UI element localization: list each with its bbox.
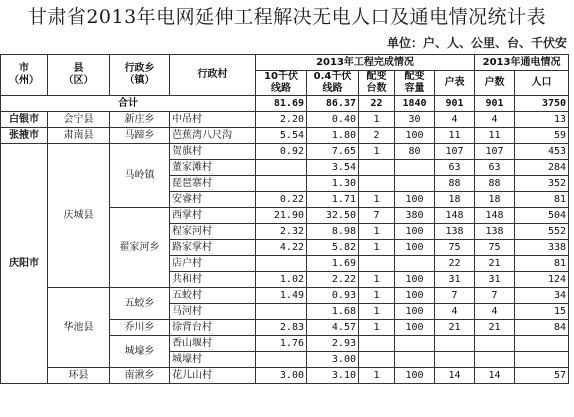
header-population: 人口 (515, 71, 569, 96)
households-cell: 63 (475, 160, 515, 176)
households-cell: 4 (475, 304, 515, 320)
line10-cell: 2.20 (256, 112, 307, 128)
population-cell (515, 352, 569, 368)
households-table-cell: 14 (435, 368, 475, 384)
village-cell: 西掌村 (170, 208, 256, 224)
line04-cell: 4.57 (307, 320, 359, 336)
line10-cell: 21.90 (256, 208, 307, 224)
line10-cell: 0.92 (256, 144, 307, 160)
county-cell: 肃南县 (48, 128, 110, 144)
households-table-cell: 22 (435, 256, 475, 272)
header-township: 行政乡 （镇） (110, 55, 170, 96)
households-cell: 14 (475, 368, 515, 384)
households-cell: 31 (475, 272, 515, 288)
population-cell: 81 (515, 192, 569, 208)
transformer-capacity-cell: 80 (395, 144, 435, 160)
header-line04: 0.4千伏 线路 (307, 71, 359, 96)
transformer-count-cell: 1 (359, 224, 395, 240)
households-table-cell: 18 (435, 192, 475, 208)
village-cell: 中吊村 (170, 112, 256, 128)
transformer-capacity-cell: 100 (395, 224, 435, 240)
transformer-count-cell: 1 (359, 304, 395, 320)
total-label: 合计 (1, 96, 256, 112)
line10-cell: 1.02 (256, 272, 307, 288)
transformer-capacity-cell: 100 (395, 192, 435, 208)
village-cell: 五蛟村 (170, 288, 256, 304)
table-row (1, 112, 569, 128)
households-cell: 148 (475, 208, 515, 224)
table-row (1, 288, 569, 304)
line04-cell: 1.71 (307, 192, 359, 208)
transformer-count-cell (359, 336, 395, 352)
header-city: 市 （州） (1, 55, 48, 96)
village-cell: 琵琶寨村 (170, 176, 256, 192)
population-cell: 13 (515, 112, 569, 128)
header-households-table: 户表 (435, 71, 475, 96)
line04-cell: 5.82 (307, 240, 359, 256)
households-cell: 4 (475, 112, 515, 128)
total-population: 3750 (515, 96, 569, 112)
township-cell: 乔川乡 (110, 320, 170, 336)
city-cell: 庆阳市 (1, 144, 48, 384)
line04-cell: 3.00 (307, 352, 359, 368)
population-cell: 352 (515, 176, 569, 192)
county-cell: 环县 (48, 368, 110, 384)
line10-cell: 0.22 (256, 192, 307, 208)
statistics-table (0, 54, 569, 384)
header-row-1 (1, 55, 569, 71)
households-table-cell: 4 (435, 112, 475, 128)
households-cell: 21 (475, 256, 515, 272)
village-cell: 徐背台村 (170, 320, 256, 336)
line10-cell: 1.76 (256, 336, 307, 352)
township-cell: 马蹄乡 (110, 128, 170, 144)
transformer-count-cell (359, 256, 395, 272)
line04-cell: 8.98 (307, 224, 359, 240)
header-households: 户数 (475, 71, 515, 96)
households-cell: 88 (475, 176, 515, 192)
village-cell: 董家滩村 (170, 160, 256, 176)
households-cell: 11 (475, 128, 515, 144)
transformer-count-cell (359, 352, 395, 368)
township-cell: 五蛟乡 (110, 288, 170, 320)
transformer-count-cell: 1 (359, 144, 395, 160)
transformer-capacity-cell: 380 (395, 208, 435, 224)
line10-cell (256, 304, 307, 320)
transformer-capacity-cell (395, 160, 435, 176)
transformer-capacity-cell (395, 352, 435, 368)
township-cell: 南湫乡 (110, 368, 170, 384)
transformer-count-cell: 1 (359, 368, 395, 384)
header-transformer-capacity: 配变 容量 (395, 71, 435, 96)
transformer-capacity-cell: 100 (395, 304, 435, 320)
header-county: 县 （区） (48, 55, 110, 96)
population-cell: 453 (515, 144, 569, 160)
population-cell: 57 (515, 368, 569, 384)
households-cell: 21 (475, 320, 515, 336)
population-cell: 34 (515, 288, 569, 304)
village-cell: 芭蕉湾八尺沟 (170, 128, 256, 144)
village-cell: 安睿村 (170, 192, 256, 208)
households-table-cell: 75 (435, 240, 475, 256)
transformer-count-cell (359, 176, 395, 192)
total-households-table: 901 (435, 96, 475, 112)
village-cell: 香山堰村 (170, 336, 256, 352)
line10-cell: 3.00 (256, 368, 307, 384)
transformer-capacity-cell (395, 176, 435, 192)
population-cell: 81 (515, 256, 569, 272)
header-line10: 10千伏 线路 (256, 71, 307, 96)
transformer-capacity-cell (395, 336, 435, 352)
transformer-count-cell: 1 (359, 192, 395, 208)
households-table-cell: 31 (435, 272, 475, 288)
transformer-capacity-cell: 100 (395, 288, 435, 304)
village-cell: 程家河村 (170, 224, 256, 240)
households-table-cell: 11 (435, 128, 475, 144)
total-transformer-count: 22 (359, 96, 395, 112)
line10-cell (256, 256, 307, 272)
total-line10: 81.69 (256, 96, 307, 112)
line10-cell: 5.54 (256, 128, 307, 144)
line04-cell: 1.80 (307, 128, 359, 144)
line04-cell: 0.40 (307, 112, 359, 128)
city-cell: 白银市 (1, 112, 48, 128)
households-cell: 138 (475, 224, 515, 240)
county-cell: 会宁县 (48, 112, 110, 128)
village-cell: 马河村 (170, 304, 256, 320)
population-cell: 84 (515, 320, 569, 336)
households-table-cell (435, 352, 475, 368)
transformer-capacity-cell: 30 (395, 112, 435, 128)
transformer-capacity-cell: 100 (395, 320, 435, 336)
line10-cell (256, 352, 307, 368)
total-households: 901 (475, 96, 515, 112)
village-cell: 城壕村 (170, 352, 256, 368)
line04-cell: 1.30 (307, 176, 359, 192)
header-village: 行政村 (170, 55, 256, 96)
header-completion-group: 2013年工程完成情况 (256, 55, 475, 71)
population-cell: 284 (515, 160, 569, 176)
township-cell: 翟家河乡 (110, 208, 170, 288)
total-transformer-capacity: 1840 (395, 96, 435, 112)
village-cell: 贺旗村 (170, 144, 256, 160)
transformer-capacity-cell: 100 (395, 272, 435, 288)
population-cell: 124 (515, 272, 569, 288)
county-cell: 华池县 (48, 288, 110, 368)
transformer-count-cell: 2 (359, 128, 395, 144)
line10-cell (256, 176, 307, 192)
households-table-cell: 138 (435, 224, 475, 240)
county-cell: 庆城县 (48, 144, 110, 288)
households-cell (475, 336, 515, 352)
line04-cell: 1.69 (307, 256, 359, 272)
city-cell: 张掖市 (1, 128, 48, 144)
transformer-count-cell: 1 (359, 272, 395, 288)
township-cell: 马岭镇 (110, 144, 170, 208)
households-table-cell: 7 (435, 288, 475, 304)
village-cell: 共和村 (170, 272, 256, 288)
population-cell (515, 336, 569, 352)
units-note: 单位：户、人、公里、台、千伏安 (386, 36, 567, 50)
households-cell: 75 (475, 240, 515, 256)
total-row (1, 96, 569, 112)
transformer-count-cell: 1 (359, 240, 395, 256)
households-cell: 18 (475, 192, 515, 208)
population-cell: 552 (515, 224, 569, 240)
line04-cell: 2.22 (307, 272, 359, 288)
table-row (1, 144, 569, 160)
line10-cell: 4.22 (256, 240, 307, 256)
line04-cell: 3.10 (307, 368, 359, 384)
line04-cell: 3.54 (307, 160, 359, 176)
village-cell: 店户村 (170, 256, 256, 272)
population-cell: 504 (515, 208, 569, 224)
transformer-count-cell: 1 (359, 320, 395, 336)
table-row (1, 368, 569, 384)
transformer-capacity-cell: 100 (395, 128, 435, 144)
households-cell: 7 (475, 288, 515, 304)
village-cell: 花儿山村 (170, 368, 256, 384)
line10-cell: 2.83 (256, 320, 307, 336)
population-cell: 15 (515, 304, 569, 320)
households-table-cell (435, 336, 475, 352)
households-cell: 107 (475, 144, 515, 160)
transformer-count-cell: 1 (359, 112, 395, 128)
township-cell: 城壕乡 (110, 336, 170, 368)
population-cell: 59 (515, 128, 569, 144)
header-transformer-count: 配变 台数 (359, 71, 395, 96)
line10-cell (256, 160, 307, 176)
document-title: 甘肃省2013年电网延伸工程解决无电人口及通电情况统计表 (27, 6, 547, 28)
households-table-cell: 107 (435, 144, 475, 160)
transformer-capacity-cell (395, 256, 435, 272)
households-table-cell: 4 (435, 304, 475, 320)
line04-cell: 1.68 (307, 304, 359, 320)
village-cell: 路家掌村 (170, 240, 256, 256)
transformer-capacity-cell: 100 (395, 368, 435, 384)
transformer-count-cell (359, 160, 395, 176)
households-table-cell: 88 (435, 176, 475, 192)
households-table-cell: 21 (435, 320, 475, 336)
households-cell (475, 352, 515, 368)
transformer-count-cell: 1 (359, 288, 395, 304)
households-table-cell: 63 (435, 160, 475, 176)
transformer-capacity-cell: 100 (395, 240, 435, 256)
line04-cell: 32.50 (307, 208, 359, 224)
line04-cell: 2.93 (307, 336, 359, 352)
total-line04: 86.37 (307, 96, 359, 112)
township-cell: 新庄乡 (110, 112, 170, 128)
line10-cell: 2.32 (256, 224, 307, 240)
line04-cell: 7.65 (307, 144, 359, 160)
population-cell: 338 (515, 240, 569, 256)
table-row (1, 128, 569, 144)
households-table-cell: 148 (435, 208, 475, 224)
header-power-group: 2013年通电情况 (475, 55, 569, 71)
line04-cell: 0.93 (307, 288, 359, 304)
transformer-count-cell: 7 (359, 208, 395, 224)
line10-cell: 1.49 (256, 288, 307, 304)
